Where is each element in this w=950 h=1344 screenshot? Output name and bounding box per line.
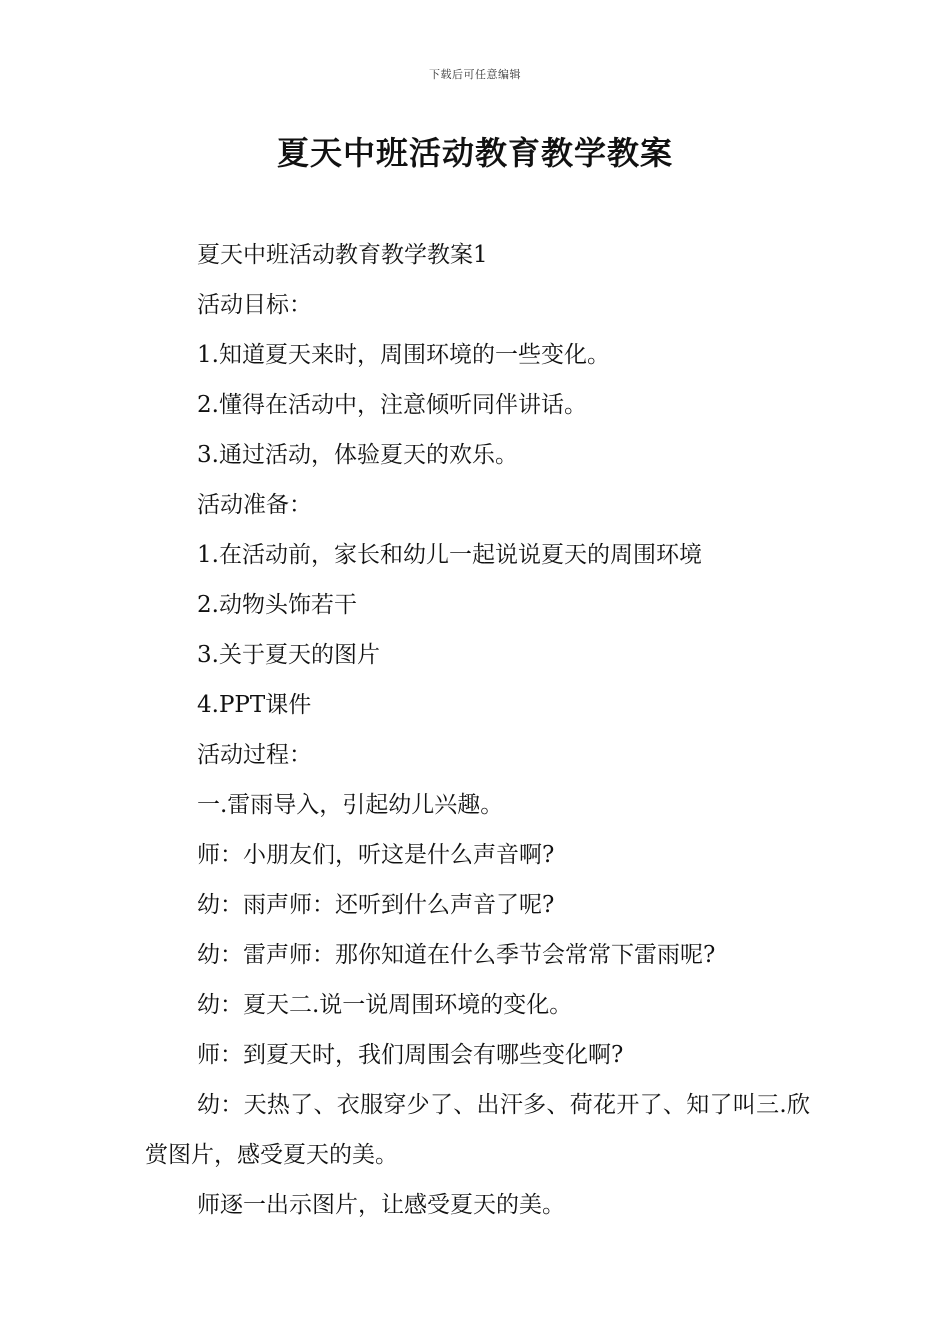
document-title: 夏天中班活动教育教学教案 [276, 134, 673, 172]
paragraph-section-heading: 夏天中班活动教育教学教案1 [197, 242, 488, 268]
header-note: 下载后可任意编辑 [429, 68, 521, 81]
paragraph-goal-3: 3.通过活动，体验夏天的欢乐。 [197, 442, 518, 468]
paragraph-dialogue-7: 师逐一出示图片，让感受夏天的美。 [197, 1192, 565, 1218]
paragraph-preparation-heading: 活动准备： [197, 492, 312, 518]
paragraph-process-step-1: 一.雷雨导入，引起幼儿兴趣。 [197, 792, 504, 818]
paragraph-preparation-4: 4.PPT课件 [197, 692, 312, 718]
paragraph-process-heading: 活动过程： [197, 742, 312, 768]
paragraph-preparation-3: 3.关于夏天的图片 [197, 642, 380, 668]
paragraph-goal-2: 2.懂得在活动中，注意倾听同伴讲话。 [197, 392, 587, 418]
paragraph-goals-heading: 活动目标： [197, 292, 312, 318]
paragraph-dialogue-4: 幼：夏天二.说一说周围环境的变化。 [197, 992, 573, 1018]
paragraph-preparation-2: 2.动物头饰若干 [197, 592, 357, 618]
paragraph-dialogue-6: 幼：天热了、衣服穿少了、出汗多、荷花开了、知了叫三.欣赏图片，感受夏天的美。 [145, 1092, 810, 1168]
paragraph-preparation-1: 1.在活动前，家长和幼儿一起说说夏天的周围环境 [197, 542, 702, 568]
document-body [145, 230, 810, 1230]
paragraph-goal-1: 1.知道夏天来时，周围环境的一些变化。 [197, 342, 610, 368]
paragraph-dialogue-1: 师：小朋友们，听这是什么声音啊? [197, 842, 555, 868]
paragraph-dialogue-5: 师：到夏天时，我们周围会有哪些变化啊? [197, 1042, 624, 1068]
paragraph-dialogue-2: 幼：雨声师：还听到什么声音了呢? [197, 892, 555, 918]
paragraph-dialogue-3: 幼：雷声师：那你知道在什么季节会常常下雷雨呢? [197, 942, 716, 968]
